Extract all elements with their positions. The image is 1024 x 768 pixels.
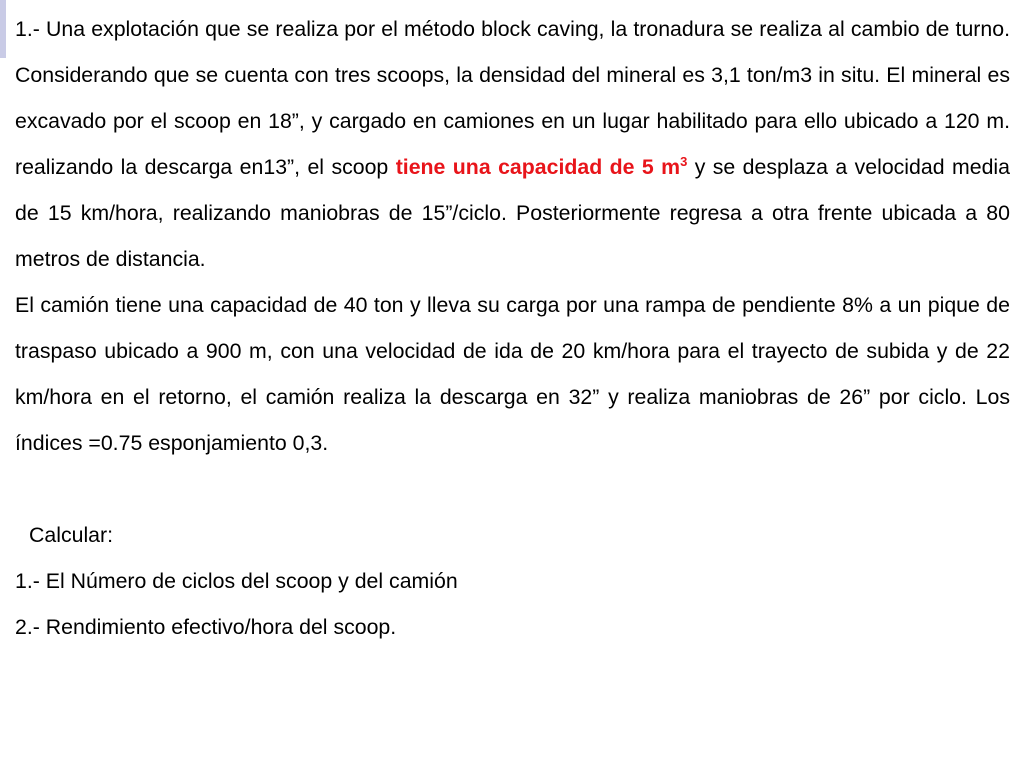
scoop-capacity-text: tiene una capacidad de 5 m: [395, 155, 681, 179]
problem-paragraph-1: [15, 6, 1010, 282]
slide-content: [15, 6, 1010, 650]
problem-p1-text-after: y se desplaza a velocidad media de 15 km/hora, realizando maniobras de 15”/ciclo. Posteriormente regresa a otra frente ubicada a 80 metros de distancia.: [15, 155, 1010, 271]
calc-heading: Calcular:: [29, 523, 114, 547]
cubic-superscript: 3: [680, 153, 688, 169]
blank-line: [15, 466, 1010, 512]
calc-item-1: 1.- El Número de ciclos del scoop y del camión: [15, 569, 458, 593]
slide-accent-bar: [0, 0, 6, 58]
calc-item-2: 2.- Rendimiento efectivo/hora del scoop.: [15, 615, 397, 639]
scoop-capacity-highlight: [396, 155, 688, 179]
problem-p1-text-before: 1.- Una explotación que se realiza por el método block caving, la tronadura se realiza al cambio de turno. Considerando que se cuenta con tres scoops, la densidad del mineral es 3,1 ton/m3 in situ. El mineral es excavado por el scoop en 18”, y cargado en camiones en un lugar habilitado para ello ubicado a 120 m. realizando la descarga en13”, el scoop: [15, 17, 1010, 179]
problem-paragraph-2: El camión tiene una capacidad de 40 ton y lleva su carga por una rampa de pendiente 8% a un pique de traspaso ubicado a 900 m, con una velocidad de ida de 20 km/hora para el trayecto de subida y de 22 km/hora en el retorno, el camión realiza la descarga en 32” y realiza maniobras de 26” por ciclo. Los índices =0.75 esponjamiento 0,3.: [15, 293, 1010, 455]
